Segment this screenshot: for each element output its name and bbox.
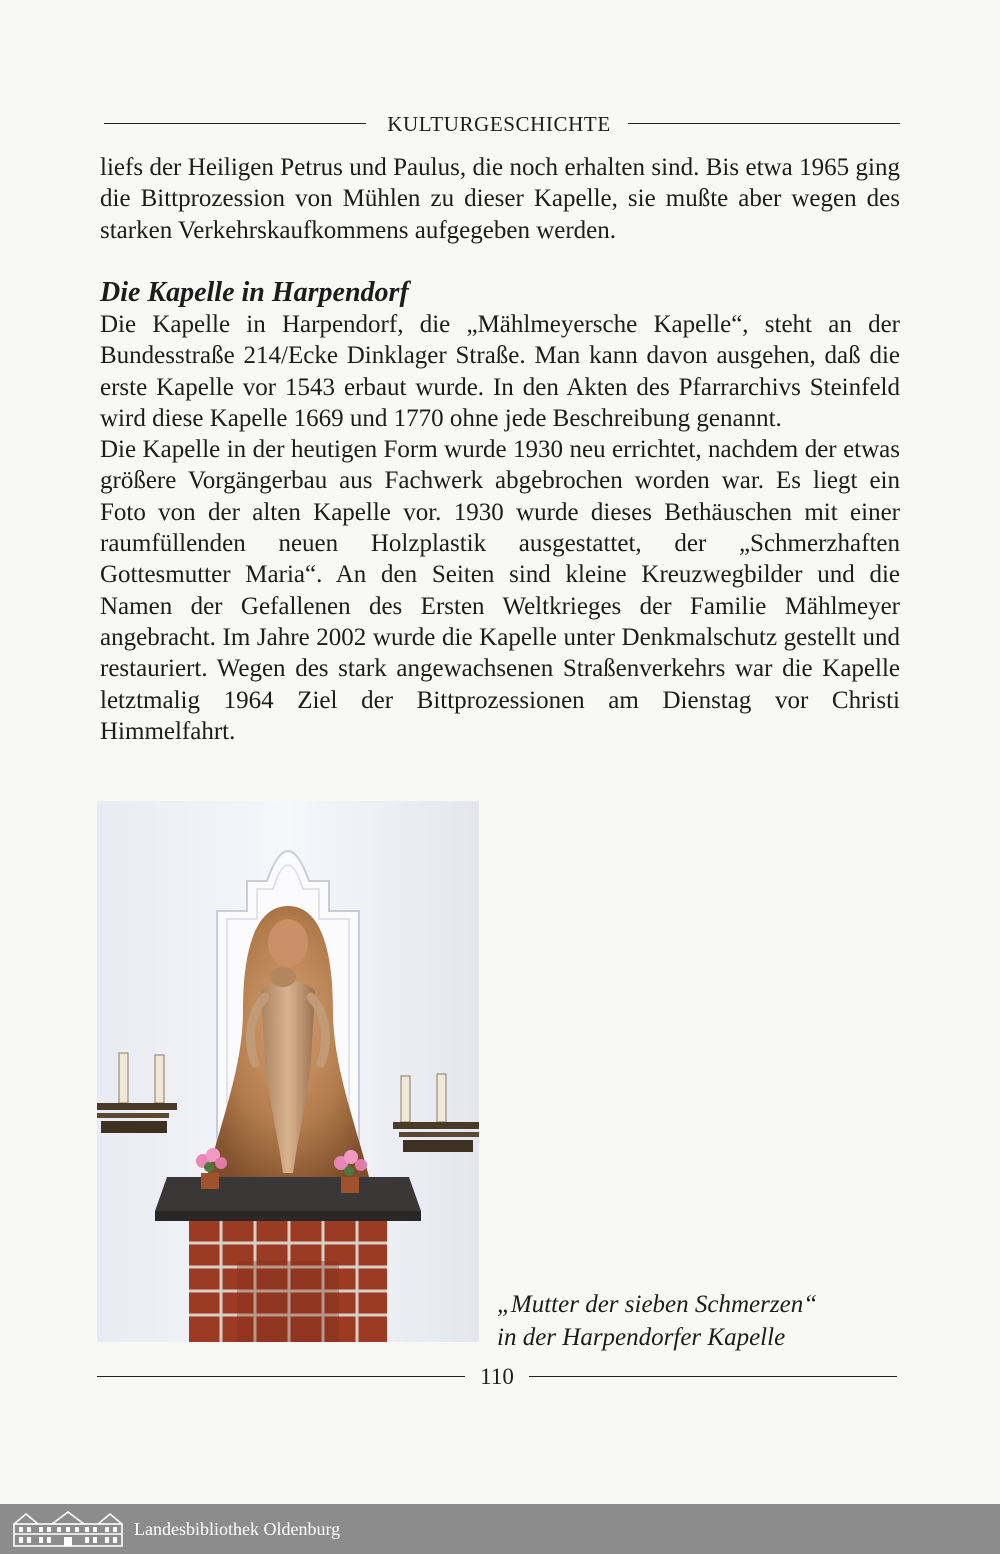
library-building-logo [12,1510,124,1548]
library-name: Landesbibliothek Oldenburg [134,1519,341,1539]
intro-paragraph: liefs der Heiligen Petrus und Paulus, die noch erhalten sind. Bis etwa 1965 ging die Bittprozession von Mühlen zu dieser Kapelle, sie mußte aber wegen des starken Verkehrskaufkommens aufgegeben werden. [100,154,900,244]
library-footer-bar [0,1504,1000,1554]
running-head-title: KULTURGESCHICHTE [387,112,611,136]
intro-text-block [100,152,900,246]
altar [155,1177,421,1342]
folio-rule-right [529,1376,897,1377]
folio-rule-left [97,1376,465,1377]
page-folio [97,1362,900,1392]
section-heading: Die Kapelle in Harpendorf [100,277,409,308]
section-paragraph-1: Die Kapelle in Harpendorf, die „Mählmeyersche Kapelle“, steht an der Bundesstraße 214/Ecke Dinklager Straße. Man kann davon ausgehen, daß die erste Kapelle vor 1543 erbaut wurde. In den Akten des Pfarrarchivs Steinfeld wird diese Kapelle 1669 und 1770 ohne jede Beschreibung genannt. [100,311,900,432]
running-head [100,110,902,138]
section-paragraph-2: Die Kapelle in der heutigen Form wurde 1930 neu errichtet, nachdem der etwas größere Vorgängerbau aus Fachwerk abgebrochen worden war. Es liegt ein Foto von der alten Kapelle vor. 1930 wurde dieses Bethäuschen mit einer raumfüllenden neuen Holzplastik ausgestattet, der „Schmerzhaften Gottesmutter Maria“. An den Seiten sind kleine Kreuzwegbilder und die Namen der Gefallenen des Ersten Weltkrieges der Familie Mählmeyer angebracht. Im Jahre 2002 wurde die Kapelle unter Denkmalschutz gestellt und restauriert. Wegen des stark angewachsenen Straßenverkehrs war die Kapelle letztmalig 1964 Ziel der Bittprozessionen am Dienstag vor Christi Himmelfahrt. [100,436,900,745]
caption-line-2: in der Harpendorfer Kapelle [497,1324,786,1351]
pieta-illustration [97,801,479,1342]
caption-line-1: „Mutter der sieben Schmerzen“ [497,1291,818,1318]
page-number: 110 [480,1364,514,1389]
section-harpendorf [100,277,900,747]
figure-caption [497,1288,877,1354]
running-head-rule-left [104,123,366,124]
chapel-pieta-photo [97,801,479,1342]
running-head-rule-right [628,123,900,124]
